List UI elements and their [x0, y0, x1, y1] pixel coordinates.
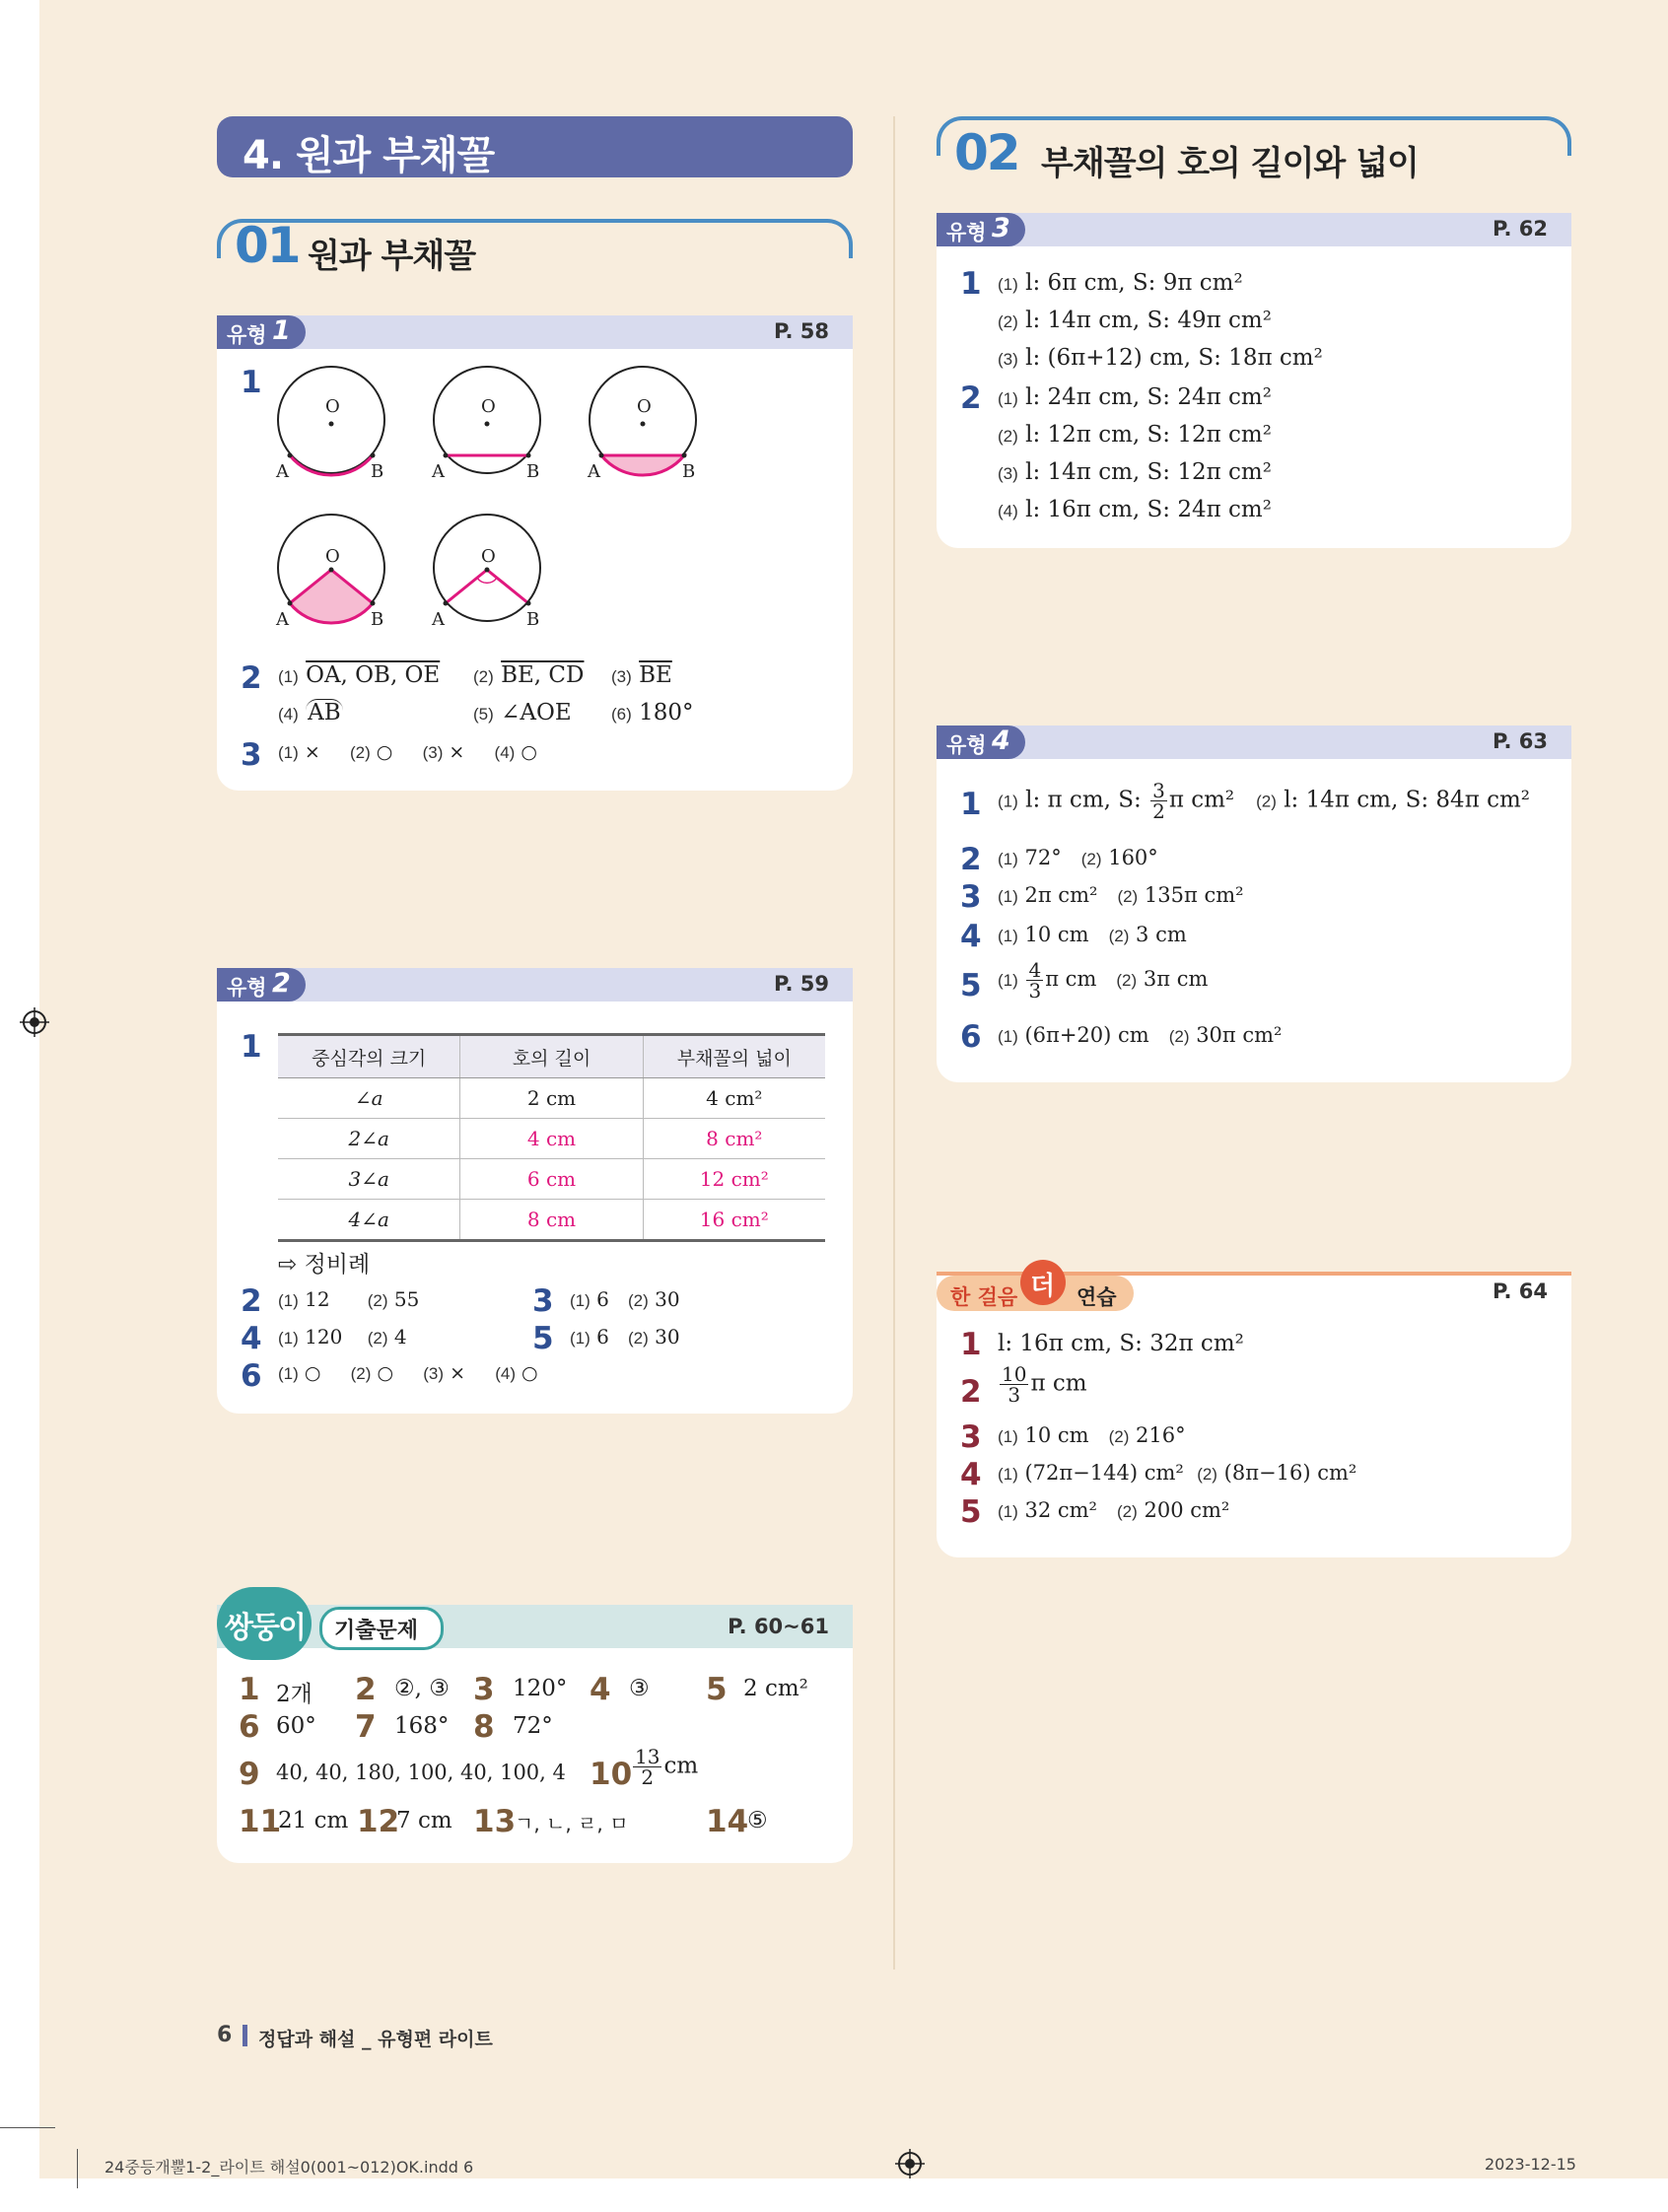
question-number: 12	[357, 1804, 400, 1839]
type-4-card	[937, 726, 1571, 1082]
footer-text: 정답과 해설 _ 유형편 라이트	[258, 2029, 493, 2050]
answer-line: (3) l: 14π cm, S: 12π cm²	[998, 459, 1272, 485]
label-a: A	[276, 609, 289, 630]
question-number: 3	[532, 1283, 554, 1319]
answer-line: (1) (6π+20) cm (2) 30π cm²	[998, 1023, 1283, 1047]
label-b: B	[371, 461, 384, 482]
type-number: 4	[992, 726, 1010, 756]
label-b: B	[371, 609, 384, 630]
section-title: 부채꼴의 호의 길이와 넓이	[1041, 144, 1419, 183]
twin-badge-text: 쌍둥이	[225, 1611, 305, 1645]
twin-label-pill	[319, 1607, 444, 1650]
answer-line: (1) l: 24π cm, S: 24π cm²	[998, 384, 1272, 410]
question-number: 2	[960, 380, 982, 416]
question-number: 3	[960, 1419, 982, 1455]
slug-file: 24중등개뿔1-2_라이트 해설0(001~012)OK.indd 6	[104, 2158, 474, 2177]
answer-value: $\frac{13}{2}$ cm	[635, 1745, 699, 1789]
label-o: O	[325, 396, 340, 417]
type-bar	[217, 968, 853, 1002]
answer-line: (1) OA, OB, OE	[278, 662, 441, 688]
answer-value: l: 16π cm, S: 32π cm²	[998, 1331, 1244, 1356]
type-1-card	[217, 315, 853, 791]
answer-line: (4) AB	[278, 700, 341, 726]
section-01-header	[217, 217, 853, 276]
chapter-title-bar	[217, 116, 853, 177]
answer-value: OA, OB, OE	[306, 662, 441, 688]
section-number: 02	[954, 124, 1019, 181]
answer-value: $\overline{BE}$	[639, 662, 672, 688]
answer-line: (1) 32 cm² (2) 200 cm²	[998, 1498, 1230, 1522]
figure-segment	[590, 367, 696, 475]
ratio-table	[278, 1033, 825, 1242]
label-o: O	[637, 396, 652, 417]
question-number: 8	[473, 1709, 495, 1745]
question-number: 2	[355, 1672, 377, 1707]
answer-value: 2 cm²	[743, 1676, 808, 1701]
question-number: 3	[960, 879, 982, 915]
answer-value: $\frac{10}{3}$ π cm	[1002, 1362, 1087, 1407]
answer-line: (1) $\frac{4}{3}$ π cm (2) 3π cm	[998, 958, 1209, 1002]
page-reference: P. 63	[1492, 729, 1548, 753]
type-label: 유형	[946, 221, 987, 244]
footer-page-number: 6	[217, 2023, 233, 2047]
question-number: 2	[960, 1374, 982, 1410]
table-cell: 8 cm²	[643, 1119, 825, 1159]
type-bar	[217, 315, 853, 349]
type-3-card	[937, 213, 1571, 548]
practice-label-post: 연습	[1077, 1285, 1117, 1309]
table-row	[278, 1119, 825, 1159]
answer-value: 2개	[276, 1682, 313, 1707]
section-title: 원과 부채꼴	[308, 237, 476, 276]
question-number: 1	[241, 1029, 262, 1065]
answer-value: ○	[376, 741, 393, 763]
answer-value: AB	[308, 700, 341, 726]
answer-value: 72°	[513, 1713, 553, 1739]
type-number: 2	[272, 968, 291, 999]
answer-line: (1) ○ (2) ○ (3) × (4) ○	[278, 1362, 538, 1384]
answer-line: (1) (72π−144) cm² (2) (8π−16) cm²	[998, 1461, 1357, 1485]
twin-label: 기출문제	[334, 1619, 419, 1643]
label-a: A	[588, 461, 600, 482]
crop-mark	[0, 2127, 55, 2128]
question-number: 9	[239, 1757, 260, 1792]
answer-value: ×	[304, 741, 320, 763]
label-a: A	[432, 609, 445, 630]
table-row	[278, 1159, 825, 1200]
answer-value: 60°	[276, 1713, 316, 1739]
page-reference: P. 62	[1492, 217, 1548, 241]
answer-line: (4) l: 16π cm, S: 24π cm²	[998, 497, 1272, 522]
answer-line: (1) l: 6π cm, S: 9π cm²	[998, 270, 1243, 296]
answer-line: (1) 12 (2) 55	[278, 1287, 420, 1311]
conclusion-text: ⇨ 정비례	[278, 1252, 371, 1278]
figure-sector	[278, 515, 384, 623]
type-label: 유형	[946, 733, 987, 757]
answer-value: ○	[521, 741, 537, 763]
answer-line: (1) 10 cm (2) 216°	[998, 1423, 1186, 1447]
table-row	[278, 1078, 825, 1119]
label-o: O	[325, 546, 340, 567]
table-cell: 3∠a	[278, 1159, 460, 1200]
column-divider	[893, 116, 895, 1970]
table-cell: 2 cm	[460, 1078, 643, 1119]
answer-line: (2) l: 14π cm, S: 49π cm²	[998, 308, 1272, 333]
label-b: B	[526, 609, 540, 630]
answer-value: ③	[629, 1676, 650, 1701]
section-number: 01	[235, 217, 300, 274]
question-number: 10	[590, 1757, 633, 1792]
circle-figures	[268, 365, 781, 660]
answer-value: 7 cm	[396, 1808, 452, 1833]
answer-line: (1) 2π cm² (2) 135π cm²	[998, 883, 1244, 907]
question-number: 1	[241, 365, 262, 400]
question-number: 5	[532, 1321, 554, 1356]
question-number: 4	[960, 1457, 982, 1492]
question-number: 1	[960, 1327, 982, 1362]
answer-value: ∠AOE	[501, 700, 572, 726]
table-cell: 16 cm²	[643, 1200, 825, 1241]
answer-value: 40, 40, 180, 100, 40, 100, 4	[276, 1761, 566, 1784]
answer-value: BE, CD	[501, 662, 585, 688]
answer-value: 21 cm	[278, 1808, 349, 1833]
answer-line: (1) 10 cm (2) 3 cm	[998, 923, 1187, 946]
label-o: O	[481, 396, 496, 417]
type-tag	[217, 315, 306, 349]
figure-arc	[278, 367, 384, 475]
registration-mark-icon	[20, 1007, 49, 1037]
table-cell: 4∠a	[278, 1200, 460, 1241]
page-reference: P. 59	[773, 972, 829, 996]
answer-value: ⑤	[747, 1808, 768, 1833]
answer-line: (6) 180°	[611, 700, 694, 726]
twin-badge	[217, 1587, 312, 1660]
answer-line: (2) l: 12π cm, S: 12π cm²	[998, 422, 1272, 448]
answer-line: (1) × (2) ○ (3) × (4) ○	[278, 741, 537, 763]
label-b: B	[526, 461, 540, 482]
answer-value: ×	[449, 741, 465, 763]
table-cell: 2∠a	[278, 1119, 460, 1159]
type-tag	[217, 968, 306, 1002]
answer-line: (1) 72° (2) 160°	[998, 846, 1158, 869]
question-number: 6	[241, 1358, 262, 1394]
question-number: 5	[960, 968, 982, 1003]
chapter-title: 4. 원과 부채꼴	[243, 133, 495, 178]
page-reference: P. 64	[1492, 1279, 1548, 1303]
answer-line: (3) $\overline{BE}$	[611, 662, 672, 688]
type-number: 3	[992, 213, 1010, 243]
question-number: 5	[960, 1494, 982, 1530]
question-number: 6	[239, 1709, 260, 1745]
practice-label-pre: 한 걸음	[950, 1285, 1018, 1309]
answer-value: ㄱ, ㄴ, ㄹ, ㅁ	[515, 1812, 629, 1835]
table-header: 중심각의 크기	[278, 1035, 460, 1078]
table-cell: 4 cm	[460, 1119, 643, 1159]
type-tag	[937, 726, 1025, 759]
question-number: 4	[241, 1321, 262, 1356]
type-bar	[937, 213, 1571, 246]
answer-line: (3) l: (6π+12) cm, S: 18π cm²	[998, 345, 1323, 371]
section-02-header	[937, 116, 1571, 183]
figure-central-angle	[434, 515, 540, 621]
practice-badge-text: 더	[1030, 1272, 1056, 1301]
question-number: 2	[960, 842, 982, 877]
question-number: 2	[241, 660, 262, 696]
table-header: 호의 길이	[460, 1035, 643, 1078]
answer-value: 120°	[513, 1676, 568, 1701]
type-label: 유형	[227, 323, 267, 347]
answer-value: ②, ③	[394, 1676, 450, 1701]
page-reference: P. 58	[773, 319, 829, 343]
practice-badge	[1020, 1260, 1066, 1305]
practice-card	[937, 1272, 1571, 1557]
question-number: 6	[960, 1019, 982, 1055]
registration-mark-icon	[895, 2149, 925, 2178]
question-number: 2	[241, 1283, 262, 1319]
question-number: 4	[590, 1672, 611, 1707]
answer-line: (1) l: π cm, S: $\frac{3}{2}$ π cm² (2) l: 14π cm, S: 84π cm²	[998, 779, 1531, 823]
table-cell: 12 cm²	[643, 1159, 825, 1200]
type-number: 1	[272, 315, 291, 346]
twin-card	[217, 1605, 853, 1863]
figure-chord	[434, 367, 540, 473]
crop-mark	[77, 2149, 78, 2188]
table-cell: 8 cm	[460, 1200, 643, 1241]
question-number: 11	[239, 1804, 282, 1839]
label-b: B	[682, 461, 696, 482]
label-a: A	[432, 461, 445, 482]
answer-line: (5) ∠AOE	[473, 700, 572, 726]
label-a: A	[276, 461, 289, 482]
answer-line: (2) BE, CD	[473, 662, 585, 688]
answer-line: (1) 6 (2) 30	[570, 1287, 680, 1311]
type-bar	[937, 726, 1571, 759]
question-number: 4	[960, 919, 982, 954]
table-header: 부채꼴의 넓이	[643, 1035, 825, 1078]
question-number: 1	[960, 266, 982, 302]
answer-line: (1) 120 (2) 4	[278, 1325, 407, 1348]
question-number: 1	[239, 1672, 260, 1707]
type-tag	[937, 213, 1025, 246]
question-number: 3	[473, 1672, 495, 1707]
type-2-card	[217, 968, 853, 1414]
table-cell: ∠a	[278, 1078, 460, 1119]
question-number: 7	[355, 1709, 377, 1745]
question-number: 5	[706, 1672, 728, 1707]
label-o: O	[481, 546, 496, 567]
question-number: 3	[241, 737, 262, 773]
slug-date: 2023-12-15	[1485, 2155, 1576, 2174]
answer-value: 180°	[639, 700, 694, 726]
question-number: 1	[960, 787, 982, 822]
table-cell: 6 cm	[460, 1159, 643, 1200]
type-label: 유형	[227, 976, 267, 1000]
question-number: 13	[473, 1804, 517, 1839]
answer-value: 168°	[394, 1713, 450, 1739]
table-row	[278, 1200, 825, 1241]
answer-line: (1) 6 (2) 30	[570, 1325, 680, 1348]
table-cell: 4 cm²	[643, 1078, 825, 1119]
question-number: 14	[706, 1804, 749, 1839]
page-reference: P. 60~61	[728, 1615, 829, 1638]
footer-divider	[243, 2025, 247, 2046]
